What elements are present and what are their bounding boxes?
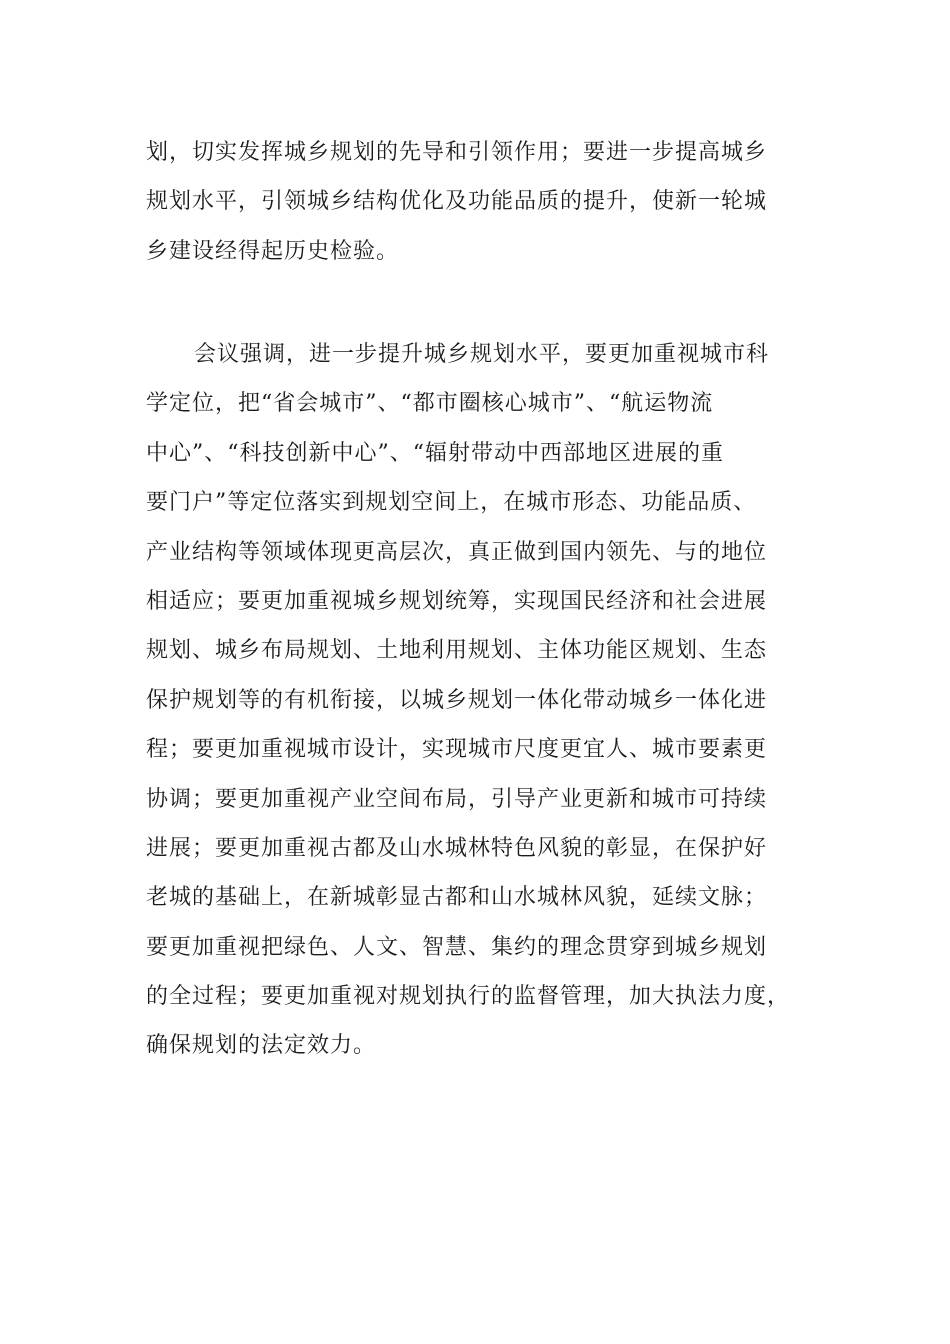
- text-line: 程；要更加重视城市设计，实现城市尺度更宜人、城市要素更: [146, 737, 768, 763]
- paragraph-meeting-emphasis: [146, 330, 836, 1120]
- text-line: 产业结构等领域体现更高层次，真正做到国内领先、与的地位: [146, 539, 768, 565]
- text-line: 保护规划等的有机衔接，以城乡规划一体化带动城乡一体化进: [146, 687, 768, 713]
- text-line: 的全过程；要更加重视对规划执行的监督管理，加大执法力度，: [146, 984, 791, 1010]
- text-line: 学定位，把“省会城市”、“都市圈核心城市”、“航运物流: [146, 391, 714, 417]
- text-line: [146, 1071, 836, 1120]
- text-line: 乡建设经得起历史检验。: [146, 238, 400, 264]
- text-line: 中心”、“科技创新中心”、“辐射带动中西部地区进展的重: [146, 440, 724, 466]
- text-line: 划，切实发挥城乡规划的先导和引领作用；要进一步提高城乡: [146, 140, 768, 165]
- text-line: 要更加重视把绿色、人文、智慧、集约的理念贯穿到城乡规划: [146, 934, 768, 960]
- text-line: 相适应；要更加重视城乡规划统筹，实现国民经济和社会进展: [146, 588, 768, 614]
- text-line-first: 会议强调，进一步提升城乡规划水平，要更加重视城市科: [194, 342, 770, 367]
- text-line: 进展；要更加重视古都及山水城林特色风貌的彰显，在保护好: [146, 835, 768, 861]
- text-line: 确保规划的法定效力。: [146, 1033, 377, 1059]
- text-line: 协调；要更加重视产业空间布局，引导产业更新和城市可持续: [146, 786, 768, 812]
- text-line: 要门户”等定位落实到规划空间上，在城市形态、功能品质、: [146, 490, 757, 516]
- text-line: 老城的基础上，在新城彰显古都和山水城林风貌，延续文脉；: [146, 885, 768, 911]
- text-line: 规划水平，引领城乡结构优化及功能品质的提升，使新一轮城: [146, 189, 768, 215]
- text-line: 规划、城乡布局规划、土地利用规划、主体功能区规划、生态: [146, 638, 768, 664]
- paragraph-continuation: [146, 128, 836, 276]
